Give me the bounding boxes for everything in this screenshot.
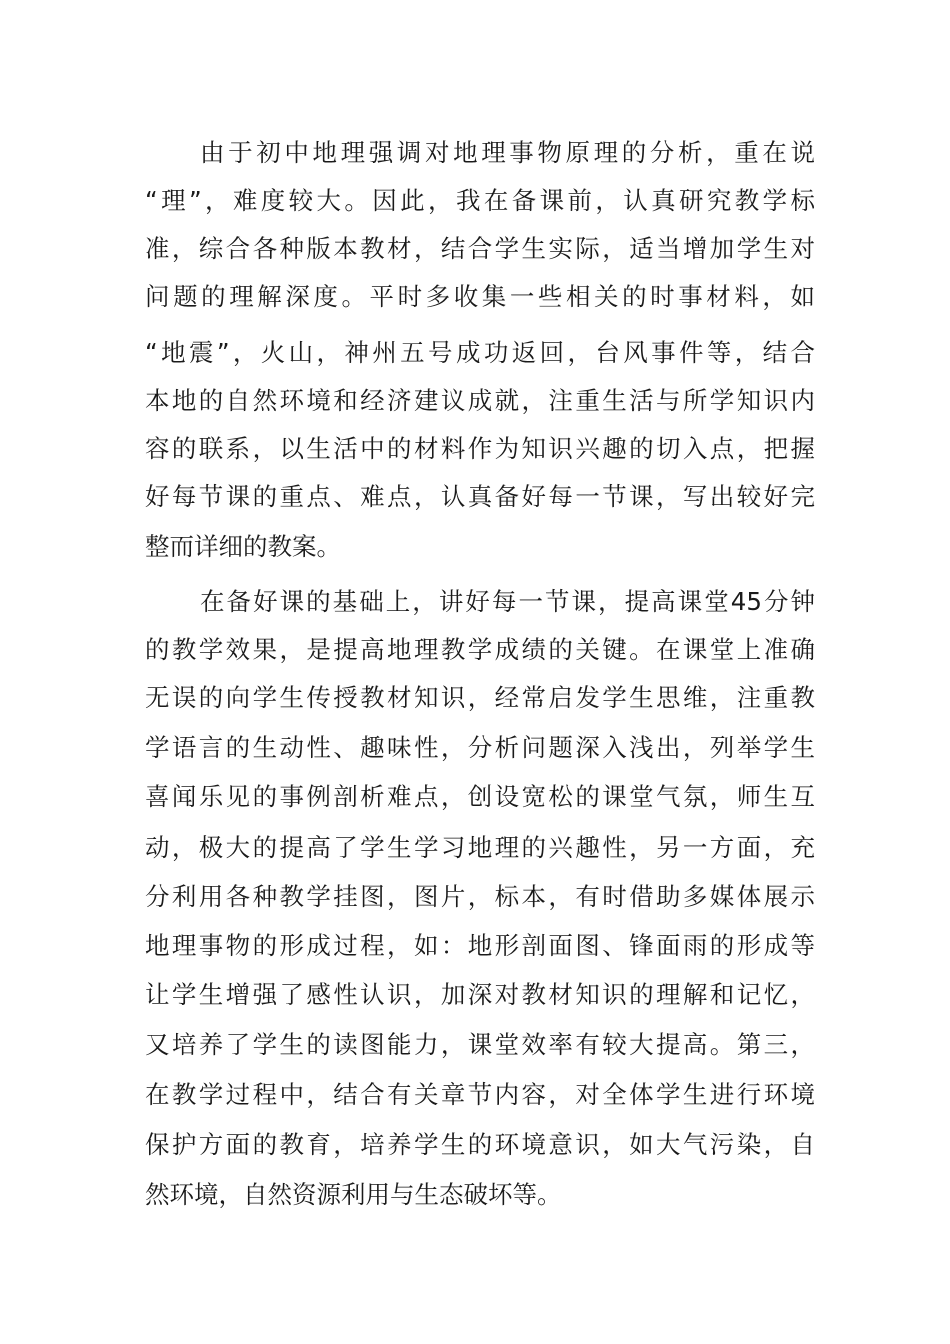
paragraph-2-line-6: 动，极大的提高了学生学习地理的兴趣性，另一方面，充 (145, 833, 815, 862)
paragraph-1-line-9: 整而详细的教案。 (145, 532, 341, 561)
paragraph-1-line-1: 由于初中地理强调对地理事物原理的分析，重在说 (200, 138, 815, 167)
paragraph-2-line-13: 然环境，自然资源利用与生态破坏等。 (145, 1180, 562, 1209)
paragraph-1-line-3: 准，综合各种版本教材，结合学生实际，适当增加学生对 (145, 234, 815, 263)
paragraph-2-line-2: 的教学效果，是提高地理教学成绩的关键。在课堂上准确 (145, 635, 815, 664)
paragraph-1-line-5: “地震”，火山，神州五号成功返回，台风事件等，结合 (145, 338, 815, 367)
paragraph-2-line-8: 地理事物的形成过程，如：地形剖面图、锋面雨的形成等 (145, 931, 815, 960)
paragraph-1-line-4: 问题的理解深度。平时多收集一些相关的时事材料，如 (145, 282, 815, 311)
paragraph-2-line-11: 在教学过程中，结合有关章节内容，对全体学生进行环境 (145, 1080, 815, 1109)
paragraph-2-line-1: 在备好课的基础上，讲好每一节课，提高课堂45分钟 (200, 587, 815, 616)
paragraph-1-line-7: 容的联系，以生活中的材料作为知识兴趣的切入点，把握 (145, 434, 815, 463)
paragraph-2-line-5: 喜闻乐见的事例剖析难点，创设宽松的课堂气氛，师生互 (145, 782, 815, 811)
paragraph-1-line-2: “理”，难度较大。因此，我在备课前，认真研究教学标 (145, 186, 815, 215)
paragraph-2-line-10: 又培养了学生的读图能力，课堂效率有较大提高。第三， (145, 1030, 815, 1059)
paragraph-2-line-9: 让学生增强了感性认识，加深对教材知识的理解和记忆， (145, 980, 815, 1009)
paragraph-2-line-4: 学语言的生动性、趣味性，分析问题深入浅出，列举学生 (145, 733, 815, 762)
paragraph-1-line-8: 好每节课的重点、难点，认真备好每一节课，写出较好完 (145, 482, 815, 511)
paragraph-1-line-6: 本地的自然环境和经济建议成就，注重生活与所学知识内 (145, 386, 815, 415)
paragraph-2-line-12: 保护方面的教育，培养学生的环境意识，如大气污染，自 (145, 1130, 815, 1159)
paragraph-2-line-3: 无误的向学生传授教材知识，经常启发学生思维，注重教 (145, 683, 815, 712)
paragraph-2-line-7: 分利用各种教学挂图，图片，标本，有时借助多媒体展示 (145, 882, 815, 911)
